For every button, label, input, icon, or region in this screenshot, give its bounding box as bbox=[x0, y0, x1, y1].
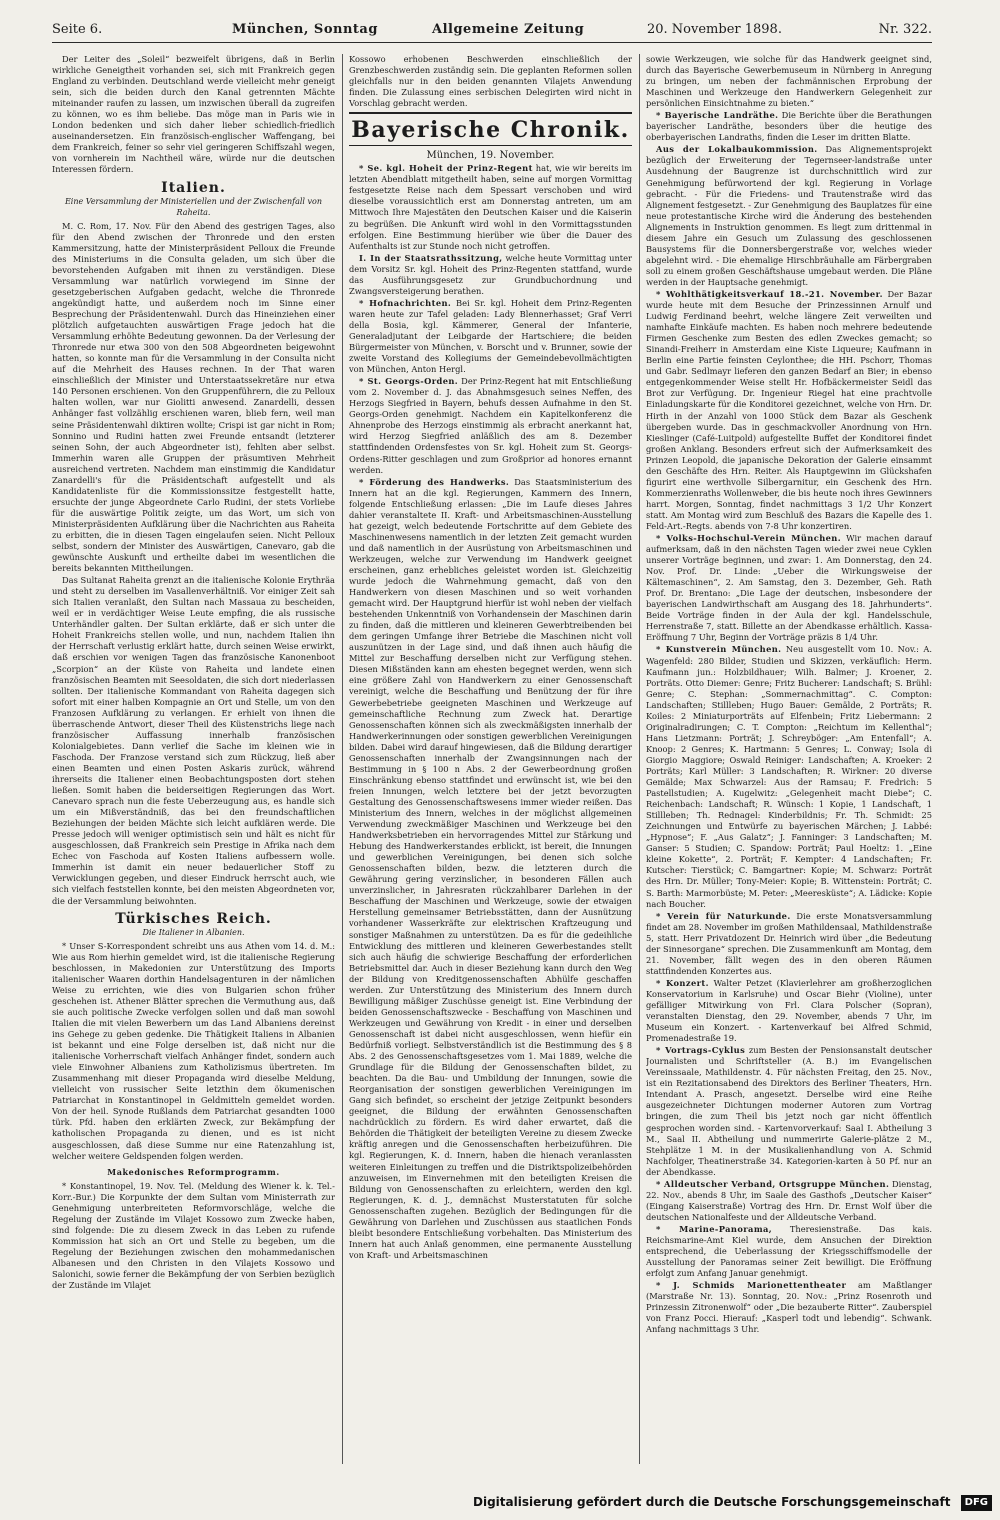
column-divider bbox=[639, 54, 640, 1464]
item-title: * Volks-Hochschul-Verein München. bbox=[656, 533, 842, 544]
item-title: * Vortrags-Cyklus bbox=[656, 1045, 746, 1056]
item-title: * St. Georgs-Orden. bbox=[359, 376, 459, 387]
item-text: Die Berichte über die Berathungen bayerischer Landräthe, besonders über die heutige des oberbayerischen Landraths, finden die Leser im dritten Blatte. bbox=[646, 110, 932, 143]
news-item bbox=[646, 644, 932, 909]
item-text: welche heute Vormittag unter dem Vorsitz Sr. kgl. Hoheit des Prinz-Regenten stattfand, wurde das Ausführungsgesetz zur Grundbuchordnung und Zwangsversteigerung berathen. bbox=[349, 252, 632, 296]
news-item bbox=[646, 1280, 932, 1335]
news-item bbox=[646, 144, 932, 288]
item-text: am Maßtlanger (Marstraße Nr. 13). Sonntag, 20. Nov.: „Prinz Rosenroth und Prinzessin Zitronenwolf“ oder „Die bezauberte Ritter“. Zauberspiel von Franz Pocci. Hierauf: „Kasperl todt und lebendig“. Schwank. Anfang nachmittags 3 Uhr. bbox=[646, 1280, 932, 1335]
item-title: * Verein für Naturkunde. bbox=[656, 910, 791, 921]
section-title-tuerkei: Türkisches Reich. bbox=[115, 910, 272, 927]
digitization-credit bbox=[392, 1492, 992, 1512]
page-header bbox=[52, 20, 932, 43]
item-text: Der Prinz-Regent hat mit Entschließung vom 2. November d. J. das Abnahmsgesuch seines Neffen, des Herzogs Siegfried in Bayern, behufs dessen Aufnahme in den St. Georgs-Orden genehmigt. Nachdem ein Kapitelkonferenz die Ahnenprobe des Herzogs einstimmig als erbracht anerkannt hat, wird Herzog Siegfried anläßlich des am 8. Dezember stattfindenden Ordensfestes von Sr. kgl. Hoheit zum St. Georgs-Ordens-Ritter geschlagen und zum Großprior ad honores ernannt werden. bbox=[349, 376, 632, 475]
chronik-header bbox=[349, 112, 632, 146]
column-2 bbox=[349, 54, 632, 1464]
issue-date: 20. November 1898. bbox=[647, 22, 782, 37]
article-paragraph: Das Sultanat Raheita grenzt an die italienische Kolonie Erythräa und steht zu derselben im Vasallenverhältniß. Vor einiger Zeit sah sich Italien veranlaßt, den Sultan nach Massaua zu bescheiden, weil er in verdächtiger Weise Leute empfing, die als russische Unterhändler galten. Der Sultan erklärte, daß er sich unter die Hoheit Frankreichs stellen wolle, und nun, nachdem Italien ihn der Herrschaft verlustig erklärt hatte, durch seinen Weise erwirkt, daß erschien vor wenigen Tagen das französische Kanonenboot „Scorpion“ an der Küste von Raheita und landete einen französischen Beamten mit Seesoldaten, die sich dort niederlassen sollten. Der italienische Kommandant von Raheita dagegen sich sofort mit einer halben Kompagnie an Ort und Stelle, um von den Franzosen Aufklärung zu verlangen. Er erhielt von ihnen die überraschende Antwort, dieser Theil des Küstenstrichs liege nach französischer Auffassung innerhalb französischen Kolonialgebietes. Dann verlief die Sache im kleinen wie in Faschoda. Der Franzose verstand sich zum Rückzug, ließ aber einen Beamten und einen Posten Askaris zurück, während ihrerseits die Italiener einen Beobachtungsposten dort stehen ließen. Somit haben die beiderseitigen Regierungen das Wort. Canevaro sprach nun die feste Ueberzeugung aus, es handle sich um ein Mißverständniß, das bei den freundschaftlichen Beziehungen der beiden Mächte sich leicht aufklären werde. Die Presse jedoch will weniger optimistisch sein und hält es nicht für ausgeschlossen, daß Frankreich sein Prestige in Afrika nach dem Echec von Faschoda auf Kosten Italiens aufbessern wolle. Immerhin ist damit ein neuer bedauerlicher Stoff zu Verwicklungen gegeben, und dieser Eindruck herrscht auch, wie sich vielfach feststellen konnte, bei den meisten Abgeordneten vor, die der Versammlung beiwohnten. bbox=[52, 575, 335, 906]
item-title: * J. Schmids Marionettentheater bbox=[656, 1280, 847, 1291]
section-title-italien: Italien. bbox=[161, 179, 226, 196]
dateline: München, 19. November. bbox=[426, 150, 555, 162]
news-item bbox=[646, 1045, 932, 1178]
news-item bbox=[646, 1179, 932, 1223]
news-item bbox=[349, 253, 632, 297]
item-title: * Hofnachrichten. bbox=[359, 297, 452, 308]
news-item bbox=[349, 477, 632, 1261]
column-3 bbox=[646, 54, 932, 1464]
item-title: * Konzert. bbox=[656, 977, 709, 988]
dfg-logo: DFG bbox=[961, 1495, 992, 1511]
item-text: Bei Sr. kgl. Hoheit dem Prinz-Regenten waren heute zur Tafel geladen: Lady Blennerhasset; Graf Verri della Bosia, kgl. Kämmerer, General der Infanterie, Generaladjutant der Leibgarde der Hartschiere; die beiden Bürgermeister von München, v. Borscht und v. Brunner, sowie der zweite Vorstand des Kollegiums der Gemeindebevollmächtigten von München, Anton Hergl. bbox=[349, 297, 632, 375]
item-title: * Alldeutscher Verband, Ortsgruppe München. bbox=[656, 1178, 890, 1189]
item-title: I. In der Staatsrathssitzung, bbox=[359, 252, 503, 263]
item-title: * Bayerische Landräthe. bbox=[656, 110, 779, 121]
item-text: Neu ausgestellt vom 10. Nov.: A. Wagenfeld: 280 Bilder, Studien und Skizzen, verkäuflich: Herm. Kaufmann jun.: Holzbildhauer; Wilh. Balmer; J. Kroener, 2. Porträts. Otto Diemer: Genre; Fritz Bucherer: Landschaft; S. Brühl: Genre; C. Stephan: „Sommernachmittag“. C. Compton: Landschaften; Stillleben; Hugo Bauer: Gemälde, 2 Porträts; R. Koiles: 2 Miniaturporträts auf Elfenbein; Fritz Liebermann: 2 Originalradirungen; C. T. Compton: „Reichtum im Kellenthal“; Hans Lietzmann: Porträt; J. Schreyböger: „Am Entenfall“; A. Knoop: 2 Genres; K. Hartmann: 5 Genres; L. Conway; Isola di Giorgio Maggiore; Oswald Reiniger: Landschaften; A. Kroeker: 2 Porträts; Karl Müller: 3 Landschaften; R. Wirkner: 20 diverse Gemälde; Max Schwarzel: Aus der Ramsau; F. Fredrich: 5 Pastellstudien; A. Kugelwitz: „Gelegenheit macht Diebe“; C. Reichenbach: Landschaft; R. Wünsch: 1 Kopie, 1 Landschaft, 1 Stillleben; Th. Rednagel: Kinderbildnis; Fr. Th. Schmidt: 25 Zeichnungen und Entwürfe zu bayerischen Märchen; J. Labbé: „Hypnose“; F. „Aus Galatz“; J. Fanninger: 3 Landschaften; M. Ganser: 5 Studien; C. Spandow: Porträt; Paul Hoeltz: 1. „Eine kleine Kokette“, 2. Porträt; F. Kempter: 4 Landschaften; Fr. Kutscher: Tierstück; C. Bamgartner: Kopie; M. Schwarz: Porträt des Hrn. Dr. Müller; Tony-Meier: Kopie; B. Wittenstein: Porträt; C. S. Barth: Marmorbüste; M. Peter: „Meeresküste“; A. Lädicke: Kopie nach Boucher. bbox=[646, 644, 932, 909]
section-subtitle-italien: Eine Versammlung der Ministeriellen und der Zwischenfall von Raheita. bbox=[64, 196, 323, 217]
newspaper-page bbox=[52, 20, 932, 1495]
item-title: Aus der Lokalbaukommission. bbox=[656, 144, 818, 155]
page-number: Seite 6. bbox=[52, 22, 103, 37]
item-text: Das Alignementsprojekt bezüglich der Erweiterung der Tegernseer-landstraße unter Ausdehnung der Baugrenze ist durchschnittlich wird zur Genehmigung befürwortend der kgl. Regierung in Vorlage gebracht. - Für die Friedens- und Trautenstraße wird das Alignement festgesetzt. - Zur Genehmigung des Bauplatzes für eine neue protestantische Kirche wird die Änderung des bestehenden Alignements in Instruktion genommen. Es liegt zum drittenmal in diesem Jahre ein Gesuch um Zulassung des geschlossenen Bausystems für die Donnersbergerstraße vor, welches wieder abgelehnt wird. - Die ehemalige Hirschbräuhalle am Färbergraben soll zu einem großen Geschäftshause umgebaut werden. Die Pläne werden in der Hauptsache genehmigt. bbox=[646, 144, 932, 287]
article-paragraph: * Konstantinopel, 19. Nov. Tel. (Meldung des Wiener k. k. Tel.-Korr.-Bur.) Die Korpunkte der dem Sultan vom Ministerrath zur Genehmigung unterbreiteten Reformvorschläge, welche die Regelung der Zustände im Vilajet Kossowo zum Zwecke haben, sind folgende: Die zu diesem Zweck in das Leben zu rufende Kommission hat sich an Ort und Stelle zu begeben, um die Regelung der Beziehungen zwischen den mohammedanischen Albanesen und den Christen in den Vilajets Kossowo und Salonichi, sowie ferner die Bekämpfung der von Serbien bezüglich der Zustände im Vilajet bbox=[52, 1180, 335, 1291]
item-title: * Se. kgl. Hoheit der Prinz-Regent bbox=[359, 163, 533, 174]
issue-number: Nr. 322. bbox=[878, 22, 932, 37]
item-text: hat, wie wir bereits im letzten Abendblatt mitgetheilt haben, seine auf morgen Vormittag festgesetzte Reise nach dem Spessart verschoben und wird dieselbe voraussichtlich erst am Donnerstag antreten, um am Mittwoch Ihre Majestäten den Deutschen Kaiser und die Kaiserin zu begrüßen. Die Ankunft wird wohl in den Vormittagsstunden erfolgen. Eine Bestimmung hierüber wie über die Dauer des Aufenthalts ist zur Stunde noch nicht getroffen. bbox=[349, 163, 632, 251]
section-title-chronik: Bayerische Chronik. bbox=[351, 117, 630, 144]
section-subtitle-tuerkei: Die Italiener in Albanien. bbox=[142, 927, 245, 937]
article-paragraph: * Unser S-Korrespondent schreibt uns aus Athen vom 14. d. M.: Wie aus Rom hierhin gemeldet wird, ist die italienische Regierung beschlossen, in Makedonien zur Unterstützung des Imports italienischer Waaren dorthin Handelsagenturen in der nämlichen Weise zu errichten, wie dies von Bulgarien schon früher geschehen ist. Athener Blätter sprechen die Vermuthung aus, daß sie auch politische Zwecke verfolgen sollen und daß man sowohl Italien die mit vielen Bewerbern um das Land Albaniens dereinst ins Gehege zu geben gedenke. Die Thätigkeit Italiens in Albanien ist bekannt und eine Folge derselben ist, daß nicht nur die italienische Vorherrschaft vielfach Anhänger findet, sondern auch viele Einwohner Albaniens zum Katholizismus übertreten. Im Zusammenhang mit dieser Propaganda wird dieselbe Meldung, vielleicht von russischer Seite letzthin dem ökumenischen Patriarchat in Konstantinopel in Geldmitteln gemeldet worden. Von der heil. Synode Rußlands dem Patriarchat gesandten 1000 türk. Pfd. haben den erklärten Zweck, zur Bekämpfung der katholischen Propaganda zu dienen, und es ist nicht ausgeschlossen, daß diese Summe nur eine Ratenzahlung ist, welcher weitere Geldspenden folgen werden. bbox=[52, 940, 335, 1161]
news-item bbox=[349, 163, 632, 251]
newspaper-title: Allgemeine Zeitung bbox=[432, 22, 585, 37]
item-text: Das Staatsministerium des Innern hat an die kgl. Regierungen, Kammern des Innern, folgende Entschließung erlassen: „Die im Laufe dieses Jahres dahier veranstaltete II. Kraft- und Arbeitsmaschinen-Ausstellung hat gezeigt, welch bedeutende Fortschritte auf dem Gebiete des Maschinenwesens namentlich in der letzten Zeit gemacht wurden und daß namentlich in der Ausrüstung von Arbeitsmaschinen und Werkzeugen, welche zur Verwendung im Handwerk geeignet erscheinen, ganz erhebliches geleistet worden ist. Gleichzeitig wurde jedoch die Wahrnehmung gemacht, daß von den Handwerkern von diesen Maschinen und so weit vorhanden gemacht wird. Der Hauptgrund hierfür ist wohl neben der vielfach bestehenden Unkenntniß von Vorhandensein der Maschinen darin zu finden, daß die mittleren und kleineren Gewerbtreibenden bei dem geringen Umfange ihrer Betriebe die Maschinen nicht voll auszunützen in der Lage sind, und daß ihnen auch häufig die Mittel zur Beschaffung derselben nicht zur Verfügung stehen. Diesen Mißständen kann am ehesten begegnet werden, wenn sich eine größere Zahl von Handwerkern zu einer Genossenschaft vereinigt, welche die Beschaffung und Benützung der für ihre Gewerbebetriebe geeigneten Maschinen und Werkzeuge auf gemeinschaftliche Rechnung zum Zweck hat. Derartige Genossenschaften können sich als zweckmäßigsten innerhalb der Handwerkerinnungen oder sonstigen gewerblichen Vereinigungen bilden. Dabei wird darauf hingewiesen, daß die Bildung derartiger Genossenschaften innerhalb der Zwangsinnungen nach der Bestimmung in § 100 n Abs. 2 der Gewerbeordnung großen Einschränkung ebenso stattfindet und erwünscht ist, wie bei den freien Innungen, welch letztere bei der jetzt bevorzugten Gestaltung des Genossenschaftswesens immer wieder reißen. Das Ministerium des Innern, welches in der möglichst allgemeinen Verwendung zweckmäßiger Maschinen und Werkzeuge bei den Handwerksbetrieben ein hervorragendes Mittel zur Stärkung und Hebung des Handwerkerstandes erblickt, ist bereit, die Innungen und gewerblichen Vereinigungen, bei denen sich solche Genossenschaften bilden, bezw. die letzteren durch die Gewährung gering verzinslicher, in besonderen Fällen auch unverzinslicher, in Jahresraten rückzahlbarer Darlehen in der Beschaffung der Maschinen und Werkzeuge, sowie der etwaigen Herstellung gemeinsamer Betriebsstätten, dann der Ausnützung vorhandener Wasserkräfte zur elektrischen Kraftzeugung und sonstiger Maßnahmen zu unterstützen. Da es für die gedeihliche Entwicklung des mittleren und kleineren Gewerbestandes stellt sich auch häufig die schwierige Beschaffung der erforderlichen Betriebsmittel dar. Auch in dieser Beziehung kann durch den Weg der Bildung von Kreditgenossenschaften Abhülfe geschaffen werden. Zur Unterstützung des Ministerium des Innern durch Bewilligung mäßiger Zuschüsse geneigt ist. Eine Verbindung der beiden Genossenschaftszwecke - Beschaffung von Maschinen und Werkzeugen und Gewährung von Kredit - in einer und derselben Genossenschaft ist dabei nicht ausgeschlossen, wenn hiefür ein Bedürfniß vorliegt. Selbstverständlich ist die Bestimmung des § 8 Abs. 2 des Genossenschaftsgesetzes vom 1. Mai 1889, welche die Grundlage für die Bildung der Genossenschaften bildet, zu beachten. Da die Bau- und Umbildung der Innungen, sowie die Reorganisation der sonstigen gewerblichen Vereinigungen im Gang sich befindet, so erscheint der jetzige Zeitpunkt besonders geeignet, die Bildung der erwähnten Genossenschaften nachdrücklich zu fördern. Es wird daher erwartet, daß die Behörden die Thätigkeit der beteiligten Vereine zu diesem Zwecke kräftig anregen und die Genossenschaften herbeizuführen. Die kgl. Regierungen, K. d. Innern, haben die hienach veranlassten weiteren Einleitungen zu treffen und die Distriktspolizeibehörden anzuweisen, im Einvernehmen mit den beteiligten Kreisen die Bildung von Genossenschaften zu erleichtern, werden den kgl. Regierungen, K. d. J., demnächst Musterstatuten für solche Genossenschaften zugehen. Bezüglich der Bedingungen für die Gewährung von Darlehen und Zuschüssen aus staatlichen Fonds bleibt besondere Entschließung vorbehalten. Das Ministerium des Innern hat auch Anlaß genommen, eine permanente Ausstellung von Kraft- und Arbeitsmaschinen bbox=[349, 476, 632, 1260]
news-item bbox=[646, 978, 932, 1044]
column-1 bbox=[52, 54, 335, 1464]
article-paragraph: M. C. Rom, 17. Nov. Für den Abend des gestrigen Tages, also für den Abend zwischen der Thronrede und den ersten Kammersitzung, hatte der Ministerpräsident Pelloux die Freunde des Ministeriums in die Consulta geladen, um sich über die bevorstehenden Aufgaben mit ihnen zu verständigen. Diese Versammlung war natürlich vorwiegend im Sinne der gesetzgeberischen Aufgaben gedacht, welche die Thronrede angekündigt hatte, und außerdem noch im Sinne einer Besprechung der Präsidentenwahl. Durch das Hineinziehen einer plötzlich aufgetauchten auswärtigen Frage jedoch hat die Versammlung erhöhte Bedeutung gewonnen. Da der Verlesung der Thronrede nur etwa 300 von den 508 Abgeordneten beigewohnt hatten, so konnte man für die Versammlung in der Consulta nicht auf die Mehrheit des Hauses rechnen. In der That waren einschließlich der Minister und Unterstaatssekretäre nur etwa 140 Personen erschienen. Von den Gruppenführern, die zu Pelloux halten wollen, war nur Giolitti anwesend. Zanardelli, dessen Anhänger fast vollzählig erschienen waren, blieb fern, weil man seine Präsidentenwahl diktiren wollte; Crispi ist gar nicht in Rom; Sonnino und Rudini hatten zwei Freunde entsandt (letzterer seinen Sohn, der auch Abgeordneter ist), fehlten aber selbst. Immerhin waren alle Gruppen der präsumtiven Mehrheit ausreichend vertreten. Nachdem man einstimmig die Kandidatur Zanardelli's für die Präsidentschaft aufgestellt und als Kandidatenliste für die Kommissionssitze festgestellt hatte, ersuchte der junge Abgeordnete Carlo Rudini, der stets Vorliebe für die auswärtige Politik zeigte, um das Wort, um sich von Ministerpräsidenten Aufklärung über die Nachrichten aus Raheita zu erbitten, die in diesen Tagen eingelaufen seien. Nicht Pelloux selbst, sondern der Minister des Auswärtigen, Canevaro, gab die gewünschte Auskunft und ertheilte dabei im wesentlichen die bereits bekannten Mittheilungen. bbox=[52, 220, 335, 574]
item-text: Theresienstraße. Das kais. Reichsmarine-Amt Kiel wurde, dem Ansuchen der Direktion entsprechend, die Ueberlassung der Kriegsschiffsmodelle der Ausstellung der Panoramas seiner Zeit bewilligt. Die Eröffnung erfolgt zum Anfang Januar genehmigt. bbox=[646, 1223, 932, 1279]
item-text: Wir machen darauf aufmerksam, daß in den nächsten Tagen wieder zwei neue Cyklen unserer Vorträge beginnen, und zwar: 1. Am Donnerstag, den 24. Nov. Prof. Dr. Linde: „Ueber die Wirkungsweise der Kältemaschinen“, 2. Am Samstag, den 3. Dezember, Geh. Rath Prof. Dr. Brentano: „Die Lage der deutschen, insbesondere der bayerischen Landwirthschaft am Ausgang des 18. Jahrhunderts“. Beide Vorträge finden in der Aula der kgl. Handelsschule, Herrenstraße 7, statt. Billette an der Abendkasse erhältlich. Kassa-Eröffnung 7 Uhr, Beginn der Vorträge präzis 8 1/4 Uhr. bbox=[646, 533, 932, 643]
news-item bbox=[646, 911, 932, 977]
credit-text: Digitalisierung gefördert durch die Deutsche Forschungsgemeinschaft bbox=[473, 1495, 951, 1509]
item-title: * Wohlthätigkeitsverkauf 18.-21. November. bbox=[656, 288, 883, 299]
news-item bbox=[646, 110, 932, 143]
item-text: Die erste Monatsversammlung findet am 28. November im großen Mathildensaal, Mathildenstraße 5, statt. Herr Privatdozent Dr. Heinrich wird über „die Bedeutung der Sinnesorgane“ sprechen. Die Zusammenkunft am Montag, dem 21. November, fällt wegen des in den oberen Räumen stattfindenden Konzertes aus. bbox=[646, 910, 932, 976]
subsection-heading: Makedonisches Reformprogramm. bbox=[107, 1166, 280, 1177]
news-item bbox=[646, 1224, 932, 1279]
item-text: Dienstag, 22. Nov., abends 8 Uhr, im Saale des Gasthofs „Deutscher Kaiser“ (Eingang Kaiserstraße) Vortrag des Hrn. Dr. Ernst Wolf über die deutschen Nationalfeste und der Alldeutsche Verband. bbox=[646, 1178, 932, 1222]
news-item bbox=[349, 298, 632, 375]
article-paragraph: Kossowo erhobenen Beschwerden einschließlich der Grenzbeschwerden zuständig sein. Die geplanten Reformen sollen gleichfalls nur in den beiden genannten Vilajets Anwendung finden. Die Zulassung eines serbischen Delegirten wird nicht in Vorschlag gebracht werden. bbox=[349, 54, 632, 109]
city-day: München, Sonntag bbox=[232, 22, 378, 37]
article-paragraph: sowie Werkzeugen, wie solche für das Handwerk geeignet sind, durch das Bayerische Gewerbemuseum in Nürnberg in Anregung zu bringen, um neben der fachmännischen Erprobung der Maschinen und Werkzeuge den Handwerkern Gelegenheit zur persönlichen Einsichtnahme zu bieten.“ bbox=[646, 54, 932, 109]
item-text: Walter Petzet (Klavierlehrer am großherzoglichen Konservatorium in Karlsruhe) und Oscar Biehr (Violine), unter gefälliger Mitwirkung von Frl. Clara Polscher (Sopran), veranstalten Dienstag, den 29. November, abends 7 Uhr, im Museum ein Konzert. - Kartenverkauf bei Alfred Schmid, Promenadestraße 19. bbox=[646, 977, 932, 1044]
news-item bbox=[646, 533, 932, 643]
item-title: * Förderung des Handwerks. bbox=[359, 476, 510, 487]
news-item bbox=[646, 289, 932, 532]
column-divider bbox=[342, 54, 343, 1464]
item-text: zum Besten der Pensionsanstalt deutscher Journalisten und Schriftsteller (A. B.) im Evangelischen Vereinssaale, Mathildenstr. 4. Für nächsten Freitag, den 25. Nov., ist ein Rezitationsabend des Direktors des Berliner Theaters, Hrn. Intendant A. Prasch, angesetzt. Derselbe wird eine Reihe ausgezeichneter Dichtungen moderner Autoren zum Vortrag bringen, die zum Theil bis jetzt noch gar nicht öffentlich gesprochen worden sind. - Kartenvorverkauf: Saal I. Abtheilung 3 M., Saal II. Abtheilung und nummerirte Galerie-plätze 2 M., Stehplätze 1 M. in der Musikalienhandlung von A. Schmid Nachfolger, Theatinerstraße 34. Kategorien-karten à 50 Pf. nur an der Abendkasse. bbox=[646, 1045, 932, 1177]
item-title: * Marine-Panorama, bbox=[656, 1223, 773, 1234]
item-text: Der Bazar wurde heute mit dem Besuche der Prinzessinnen Arnulf und Ludwig Ferdinand beehrt, welche längere Zeit verweilten und namhafte Einkäufe machten. Es haben noch mehrere bedeutende Firmen Geschenke zum Besten des edlen Zweckes gemacht; so Sinandi-Freiherr in Amsterdam eine Kiste Liqueure; Kaufmann in Berlin eine Partie feinsten Ceylonthee; die HH. Pschorr, Thomas und Gabr. Sedlmayr lieferen den ganzen Bedarf an Bier; in ebenso entgegenkommender Weise stellt Hr. Hofbäckermeister Seidl das Brot zur Verfügung. Dr. Ingenieur Riegel hat eine prachtvolle Einladungskarte für die Konditorei gezeichnet, welche von Hrn. Dr. Hirth in der Anzahl von 1000 Stück dem Bazar als Geschenk übergeben wurde. Das in geschmackvoller Anordnung von Hrn. Kieslinger (Café-Luitpold) aufgestellte Buffet der Konditorei findet großen Anklang. Besonders erfreut sich der Aufmerksamkeit des Prinzen Leopold, die japanische Dekoration der Galerie einsammt den Geschäfte des Hrn. Reiter. Als Hauptgewinn im Glückshafen figurirt eine werthvolle Silbergarnitur, ein Geschenk des Hrn. Kommerzienraths Wollenweber, die bis heute noch ihres Gewinners harrt. Morgen, Sonntag, findet nachmittags 3 1/2 Uhr Konzert statt. Am Montag wird zum Beschluß des Bazars die Kapelle des 1. Feld-Art.-Regts. abends von 7-8 Uhr konzertiren. bbox=[646, 288, 932, 531]
item-title: * Kunstverein München. bbox=[656, 644, 782, 655]
news-item bbox=[349, 376, 632, 475]
article-paragraph: Der Leiter des „Soleil“ bezweifelt übrigens, daß in Berlin wirkliche Geneigtheit vorhanden sei, sich mit Frankreich gegen England zu verbinden. Deutschland werde vielleicht mehr geneigt sein, sich die beiden durch den Kanal getrennten Mächte miteinander raufen zu lassen, um inzwischen überall da zugreifen zu können, wo es ihm beliebe. Das möge man in Paris wie in London bedenken und sich daher lieber schiedlich-friedlich auseinandersetzen. Ein französisch-englischer Waffengang, bei dem Frankreich, feiner so sehr viel geringeren Schiffszahl wegen, von vornherein im Nachtheil wäre, würde nur die deutschen Interessen fördern. bbox=[52, 54, 335, 175]
